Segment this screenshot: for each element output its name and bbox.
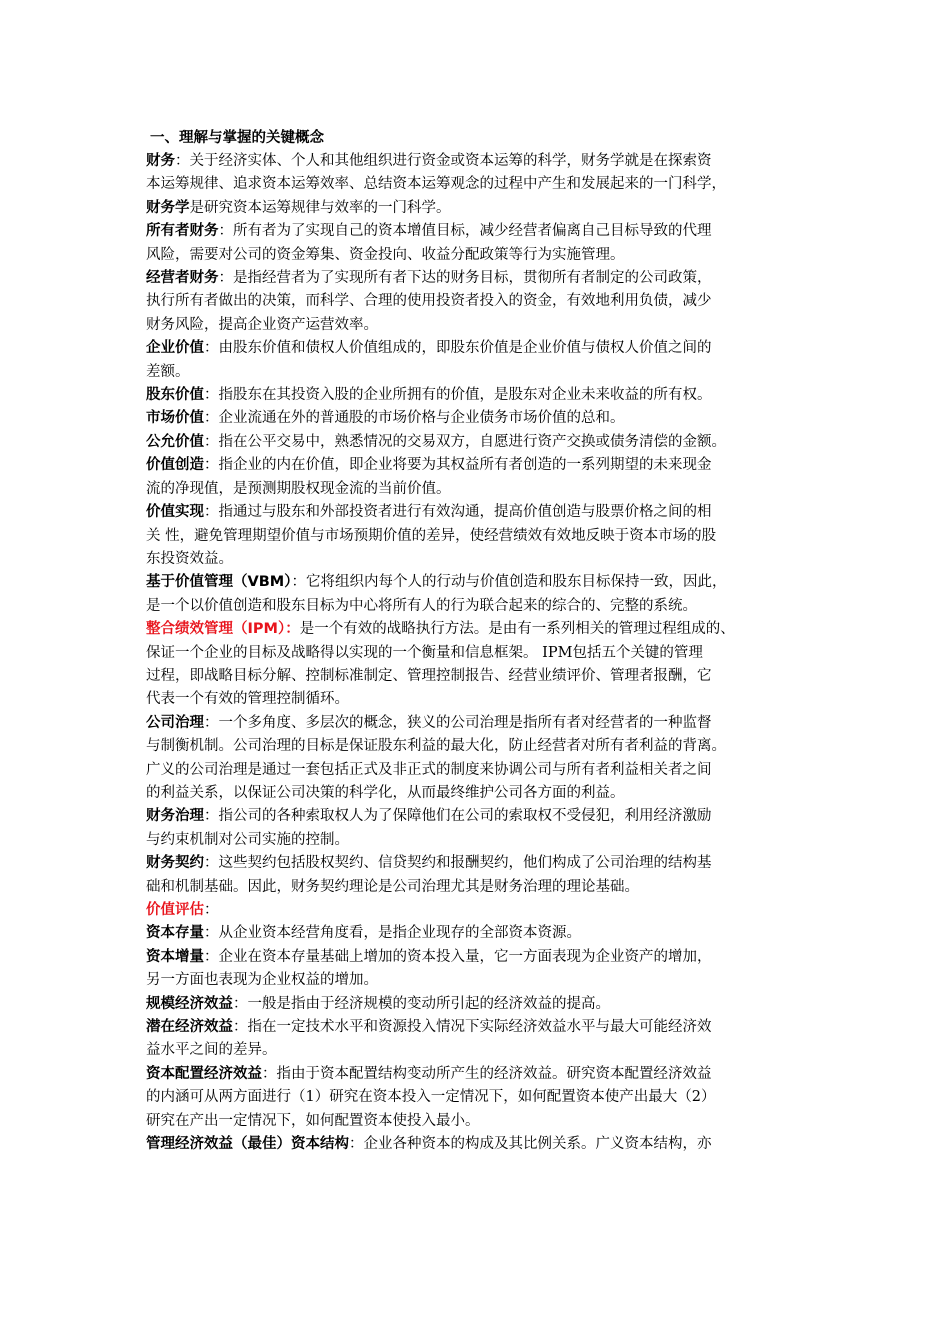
concept-entry <box>146 805 826 852</box>
concept-definition: ：指股东在其投资入股的企业所拥有的价值，是股东对企业未来收益的所有权。 <box>204 387 712 404</box>
concept-term: 基于价值管理（VBM） <box>146 574 292 591</box>
concept-definition-line: 财务风险，提高企业资产运营效率。 <box>146 316 378 333</box>
concept-term: 财务治理 <box>146 808 204 825</box>
concept-entry <box>146 1133 826 1156</box>
concept-definition-line: 保证一个企业的目标及战略得以实现的一个衡量和信息框架。 IPM包括五个关键的管理 <box>146 644 703 661</box>
concept-definition-line: 益水平之间的差异。 <box>146 1042 277 1059</box>
concept-definition-line: 代表一个有效的管理控制循环。 <box>146 691 349 708</box>
concept-line <box>146 922 826 945</box>
concept-entry <box>146 571 826 618</box>
concept-term: 公允价值 <box>146 433 204 450</box>
concept-entry <box>146 197 826 220</box>
concept-definition: ：一个多角度、多层次的概念，狭义的公司治理是指所有者对经营者的一种监督 <box>204 714 712 731</box>
concept-line <box>146 384 826 407</box>
concept-term: 规模经济效益 <box>146 995 233 1012</box>
concept-entry <box>146 712 826 806</box>
concept-term: 价值评估 <box>146 902 204 918</box>
concept-definition: ：它将组织内每个人的行动与价值创造和股东目标保持一致，因此， <box>291 574 727 591</box>
concept-term: 资本存量 <box>146 925 204 942</box>
concept-definition-line: 是一个以价值创造和股东目标为中心将所有人的行为联合起来的综合的、完整的系统。 <box>146 597 697 614</box>
concept-definition-line: 执行所有者做出的决策，而科学、合理的使用投资者投入的资金，有效地利用负债，减少 <box>146 293 712 310</box>
concept-term: 经营者财务 <box>146 270 219 287</box>
concept-line <box>146 197 826 220</box>
concept-term: 整合绩效管理（IPM）： <box>146 621 300 638</box>
concept-entry <box>146 618 826 712</box>
concept-definition-line: 与制衡机制。公司治理的目标是保证股东利益的最大化，防止经营者对所有者利益的背离。 <box>146 738 726 755</box>
concept-line <box>146 431 826 454</box>
concept-line <box>146 852 826 875</box>
concept-line <box>146 899 826 922</box>
concept-definition-line: 本运筹规律、追求资本运筹效率、总结资本运筹观念的过程中产生和发展起来的一门科学， <box>146 176 726 193</box>
concept-entry <box>146 407 826 430</box>
concept-definition: ：从企业资本经营角度看，是指企业现存的全部资本资源。 <box>204 925 581 942</box>
concept-term: 资本增量 <box>146 948 204 965</box>
concept-entry <box>146 993 826 1016</box>
concept-definition: ：关于经济实体、个人和其他组织进行资金或资本运筹的科学，财务学就是在探索资 <box>175 153 712 169</box>
concept-definition-line: 过程，即战略目标分解、控制标准制定、管理控制报告、经营业绩评价、管理者报酬，它 <box>146 667 712 684</box>
concept-definition-line: 础和机制基础。因此，财务契约理论是公司治理尤其是财务治理的理论基础。 <box>146 878 639 895</box>
concept-definition-line: 研究在产出一定情况下，如何配置资本使投入最小。 <box>146 1112 480 1129</box>
concept-term: 所有者财务 <box>146 223 219 240</box>
concept-definition: 是一个有效的战略执行方法。是由有一系列相关的管理过程组成的、 <box>299 621 735 638</box>
concept-definition: ：指企业的内在价值，即企业将要为其权益所有者创造的一系列期望的未来现金 <box>204 457 712 474</box>
concept-term: 价值实现 <box>146 504 204 521</box>
concept-entry <box>146 946 826 993</box>
concept-line <box>146 1063 826 1086</box>
concept-definition: ：一般是指由于经济规模的变动所引起的经济效益的提高。 <box>233 995 610 1012</box>
concept-definition-line: 风险，需要对公司的资金筹集、资金投向、收益分配政策等行为实施管理。 <box>146 246 625 263</box>
concept-term: 公司治理 <box>146 714 204 731</box>
concept-term: 财务学 <box>146 199 190 216</box>
concept-definition-line: 关 性，避免管理期望价值与市场预期价值的差异，使经营绩效有效地反映于资本市场的股 <box>146 527 717 544</box>
concept-entry <box>146 922 826 945</box>
concept-definition-line: 广义的公司治理是通过一套包括正式及非正式的制度来协调公司与所有者利益相关者之间 <box>146 761 712 778</box>
concept-entry <box>146 852 826 899</box>
concept-line <box>146 712 826 735</box>
concept-definition: ：指由于资本配置结构变动所产生的经济效益。研究资本配置经济效益 <box>262 1065 712 1082</box>
concept-line <box>146 993 826 1016</box>
concept-entry <box>146 501 826 571</box>
concept-line <box>146 454 826 477</box>
concept-definition: 是研究资本运筹规律与效率的一门科学。 <box>189 199 451 216</box>
concept-definition: ：企业流通在外的普通股的市场价格与企业债务市场价值的总和。 <box>204 410 625 427</box>
concept-line <box>146 571 826 594</box>
concept-line <box>146 267 826 290</box>
concept-line <box>146 407 826 430</box>
concept-line <box>146 220 826 243</box>
concept-definition: ：企业在资本存量基础上增加的资本投入量，它一方面表现为企业资产的增加， <box>204 948 712 965</box>
concept-definition: ：这些契约包括股权契约、信贷契约和报酬契约，他们构成了公司治理的结构基 <box>204 855 712 872</box>
concept-entry <box>146 1063 826 1133</box>
concept-line <box>146 150 826 173</box>
concept-definition: ： <box>204 902 219 918</box>
concept-entry <box>146 267 826 337</box>
concept-definition: ：由股东价值和债权人价值组成的，即股东价值是企业价值与债权人价值之间的 <box>204 340 712 357</box>
concept-term: 潜在经济效益 <box>146 1019 233 1036</box>
concept-entry <box>146 431 826 454</box>
concept-definition-line: 的内涵可从两方面进行（1）研究在资本投入一定情况下，如何配置资本使产出最大（2） <box>146 1089 716 1106</box>
concept-entry <box>146 150 826 197</box>
concept-line <box>146 618 826 641</box>
concept-list <box>146 150 826 1156</box>
concept-term: 财务契约 <box>146 855 204 872</box>
section-heading: 一、理解与掌握的关键概念 <box>150 130 324 146</box>
concept-entry <box>146 899 826 922</box>
concept-entry <box>146 1016 826 1063</box>
concept-line <box>146 337 826 360</box>
concept-entry <box>146 220 826 267</box>
concept-definition: ：企业各种资本的构成及其比例关系。广义资本结构，亦 <box>349 1136 712 1153</box>
concept-term: 管理经济效益（最佳）资本结构 <box>146 1136 349 1153</box>
concept-line <box>146 946 826 969</box>
concept-line <box>146 805 826 828</box>
concept-entry <box>146 454 826 501</box>
concept-definition: ：指在一定技术水平和资源投入情况下实际经济效益水平与最大可能经济效 <box>233 1019 712 1036</box>
concept-term: 财务 <box>146 153 175 169</box>
concept-term: 市场价值 <box>146 410 204 427</box>
concept-definition: ：指通过与股东和外部投资者进行有效沟通，提高价值创造与股票价格之间的相 <box>204 504 712 521</box>
concept-definition-line: 另一方面也表现为企业权益的增加。 <box>146 972 378 989</box>
concept-definition-line: 东投资效益。 <box>146 550 233 567</box>
concept-definition: ：指在公平交易中，熟悉情况的交易双方，自愿进行资产交换或债务清偿的金额。 <box>204 433 726 450</box>
concept-definition: ：指公司的各种索取权人为了保障他们在公司的索取权不受侵犯，利用经济激励 <box>204 808 712 825</box>
concept-definition-line: 差额。 <box>146 363 190 380</box>
concept-entry <box>146 337 826 384</box>
concept-entry <box>146 384 826 407</box>
concept-term: 资本配置经济效益 <box>146 1065 262 1082</box>
concept-definition-line: 与约束机制对公司实施的控制。 <box>146 831 349 848</box>
concept-term: 企业价值 <box>146 340 204 357</box>
concept-line <box>146 1133 826 1156</box>
concept-definition-line: 的利益关系，以保证公司决策的科学化，从而最终维护公司各方面的利益。 <box>146 784 625 801</box>
concept-line <box>146 1016 826 1039</box>
concept-term: 价值创造 <box>146 457 204 474</box>
concept-definition: ：是指经营者为了实现所有者下达的财务目标，贯彻所有者制定的公司政策， <box>218 270 712 287</box>
concept-line <box>146 501 826 524</box>
concept-definition-line: 流的净现值，是预测期股权现金流的当前价值。 <box>146 480 451 497</box>
concept-term: 股东价值 <box>146 387 204 404</box>
concept-definition: ：所有者为了实现自己的资本增值目标，减少经营者偏离自己目标导致的代理 <box>218 223 712 240</box>
